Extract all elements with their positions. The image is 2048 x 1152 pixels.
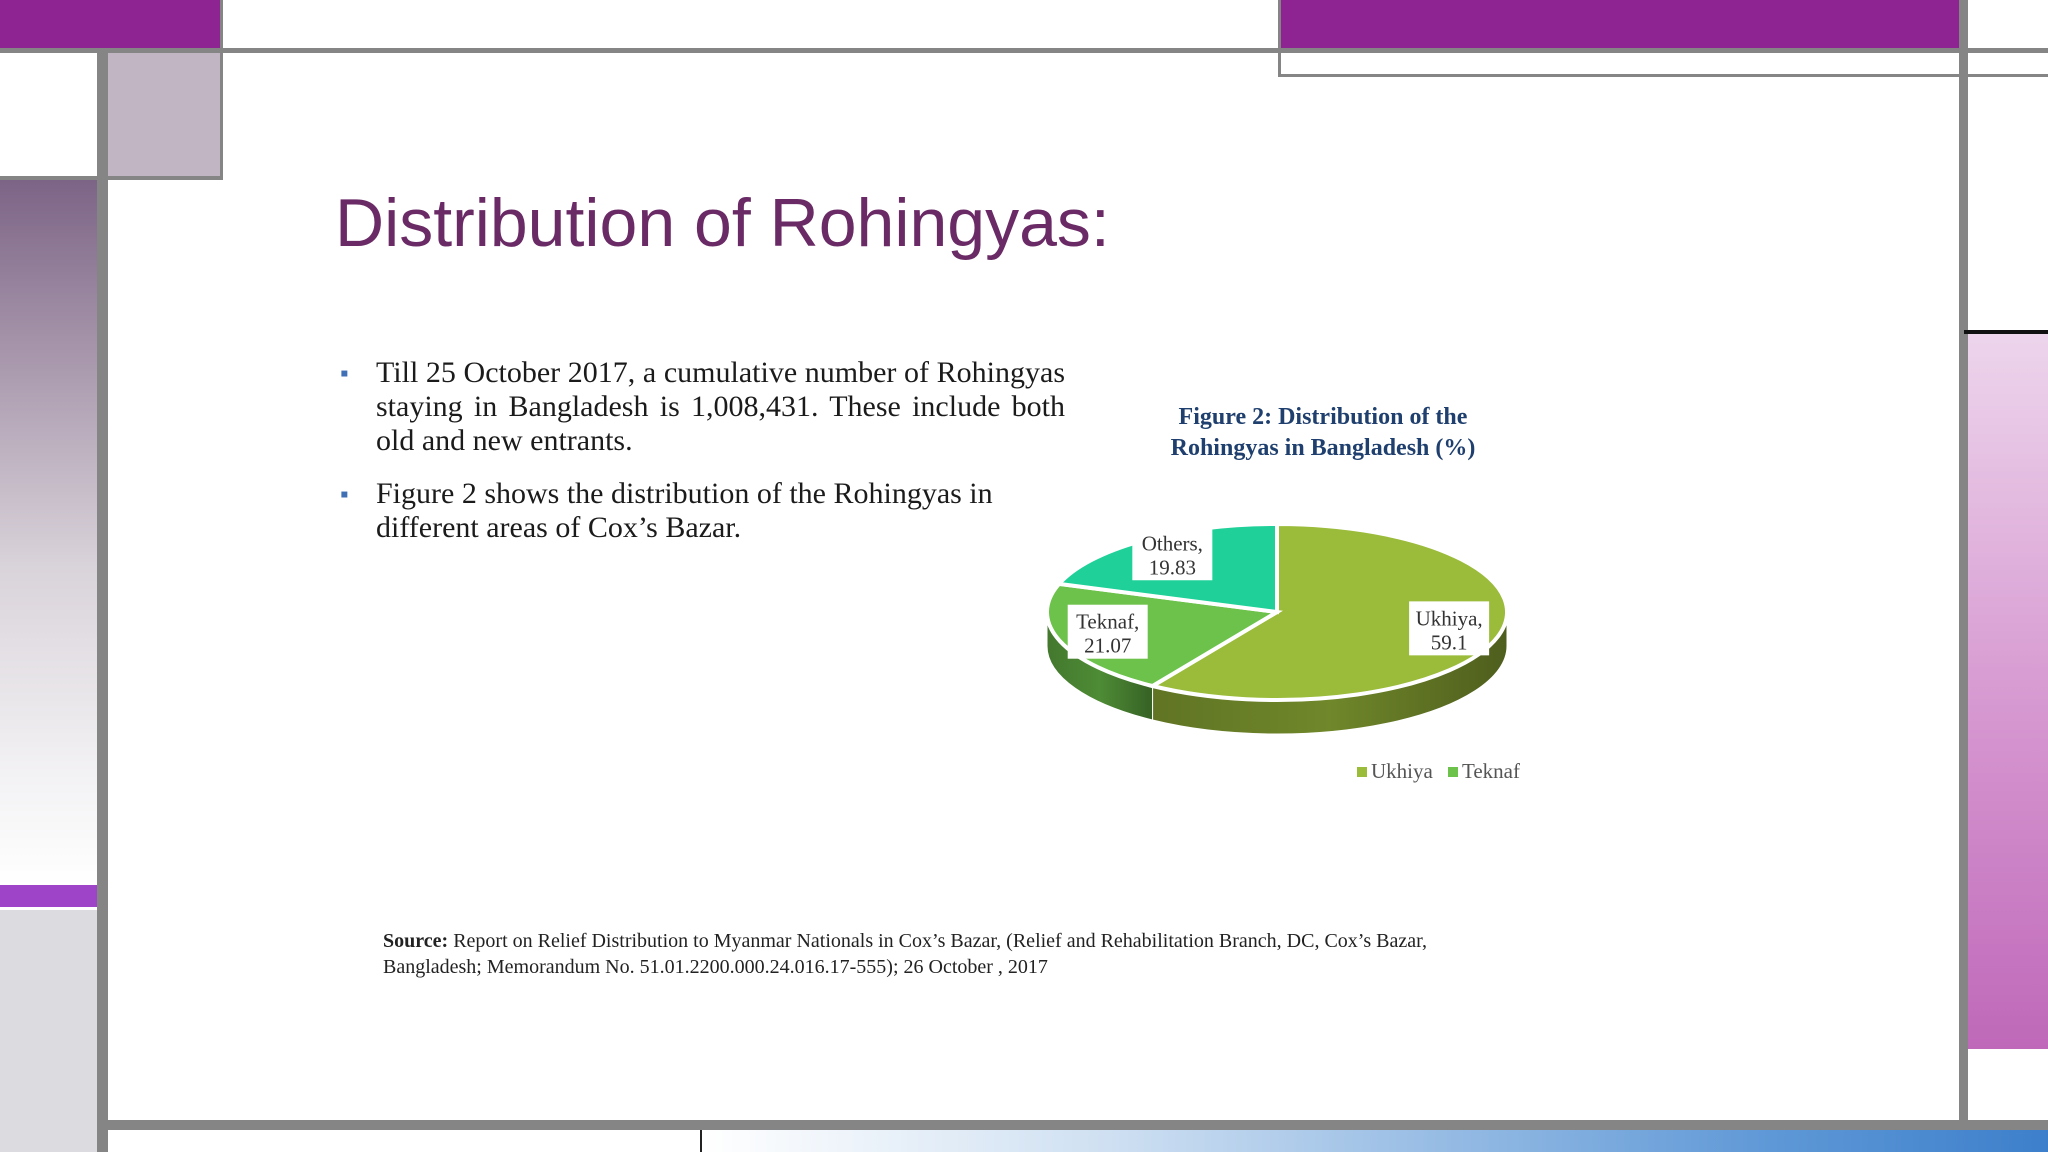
legend-label: Teknaf <box>1462 759 1520 783</box>
data-label: Ukhiya, <box>1415 606 1483 631</box>
top-bar-left <box>0 0 222 50</box>
left-accent-bar <box>0 885 102 907</box>
top-frame-divider <box>1278 0 1281 77</box>
source-label: Source: <box>383 930 449 952</box>
left-gradient-strip <box>0 180 97 885</box>
left-frame-line <box>97 53 108 1152</box>
corner-box <box>108 53 220 177</box>
chart-title-line: Figure 2: Distribution of the <box>1178 404 1468 430</box>
right-gradient-strip <box>1968 334 2048 1049</box>
left-bottom-box <box>0 910 97 1152</box>
bullet-item <box>340 477 1065 545</box>
top-frame-line-right <box>1280 74 2048 77</box>
bullet-item <box>340 356 1065 458</box>
top-frame-line <box>0 48 2048 53</box>
pie-chart <box>1030 395 1550 795</box>
right-frame-line <box>1959 0 1968 1125</box>
chart-title-line: Rohingyas in Bangladesh (%) <box>1170 435 1476 461</box>
corner-box-edge-right <box>220 53 223 180</box>
bottom-gradient-bar <box>700 1130 2048 1152</box>
top-left-divider <box>220 0 223 50</box>
data-label: 59.1 <box>1430 630 1468 655</box>
bottom-frame-line <box>108 1120 2048 1130</box>
chart-legend <box>1357 759 1520 783</box>
slide-title: Distribution of Rohingyas: <box>335 185 1110 261</box>
top-bar-right <box>1280 0 1960 50</box>
bullet-text: Till 25 October 2017, a cumulative number of Rohingyas staying in Bangladesh is 1,008,431. These include both old and new entrants. <box>376 356 1065 457</box>
chart-title <box>1171 404 1476 461</box>
bullet-marker: ▪ <box>340 360 349 387</box>
legend-label: Ukhiya <box>1371 759 1433 783</box>
bullet-text: Figure 2 shows the distribution of the Rohingyas in different areas of Cox’s Bazar. <box>376 477 993 544</box>
data-label: 21.07 <box>1084 633 1132 658</box>
bullet-marker: ▪ <box>340 481 349 508</box>
legend-swatch <box>1357 767 1367 777</box>
data-label: 19.83 <box>1148 555 1196 580</box>
legend-swatch <box>1448 767 1458 777</box>
source-note <box>383 928 1513 980</box>
data-label: Others, <box>1141 531 1203 556</box>
data-label: Teknaf, <box>1076 609 1140 634</box>
source-text: Report on Relief Distribution to Myanmar Nationals in Cox’s Bazar, (Relief and Rehabilitation Branch, DC, Cox’s Bazar, Bangladesh; Memorandum No. 51.01.2200.000.24.016.17-555); 26 October , 2017 <box>383 930 1427 978</box>
